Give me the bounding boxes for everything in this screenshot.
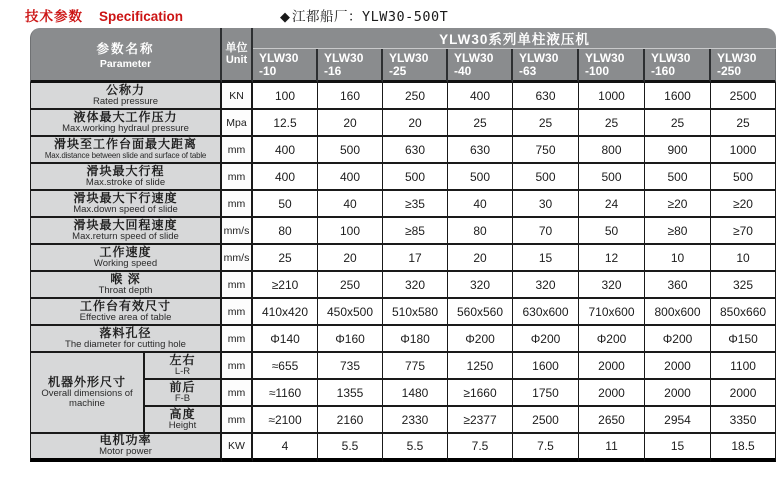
- unit-cell: mm: [222, 137, 253, 164]
- value-cell: 20: [383, 110, 448, 137]
- table-row: [30, 137, 776, 164]
- value-cell: Φ200: [579, 326, 645, 353]
- value-cell: 500: [448, 164, 513, 191]
- value-cell: 500: [579, 164, 645, 191]
- value-cell: 1250: [448, 353, 513, 380]
- value-cell: 2650: [579, 407, 645, 434]
- table-row: [30, 164, 776, 191]
- value-cell: 630: [383, 137, 448, 164]
- value-cell: 100: [253, 83, 318, 110]
- value-cell: 20: [318, 245, 383, 272]
- unit-cell: mm: [222, 380, 253, 407]
- model-header-cell: [711, 49, 776, 83]
- spec-table-header: [30, 28, 776, 83]
- value-cell: ≥80: [645, 218, 711, 245]
- table-row: [30, 245, 776, 272]
- value-cell: 2954: [645, 407, 711, 434]
- value-cell: 80: [253, 218, 318, 245]
- value-cell: 20: [318, 110, 383, 137]
- value-cell: 2000: [645, 380, 711, 407]
- value-cell: ≥35: [383, 191, 448, 218]
- value-cell: 2000: [645, 353, 711, 380]
- param-header-en: Parameter: [99, 57, 152, 70]
- unit-cell: mm: [222, 191, 253, 218]
- value-cell: 320: [513, 272, 579, 299]
- value-cell: ≥2377: [448, 407, 513, 434]
- unit-cell: KW: [222, 434, 253, 462]
- value-cell: 50: [253, 191, 318, 218]
- param-cell: [30, 326, 222, 353]
- value-cell: ≈2100: [253, 407, 318, 434]
- value-cell: 25: [579, 110, 645, 137]
- value-cell: 10: [645, 245, 711, 272]
- model-name-line2: -100: [585, 63, 610, 78]
- value-cell: 400: [253, 164, 318, 191]
- value-cell: 320: [448, 272, 513, 299]
- table-row: [30, 434, 776, 462]
- param-cell-zh: 工作台有效尺寸: [80, 299, 172, 313]
- sub-param-cell: [144, 407, 222, 434]
- value-cell: Φ180: [383, 326, 448, 353]
- unit-cell: mm: [222, 407, 253, 434]
- table-row: [30, 110, 776, 137]
- value-cell: 30: [513, 191, 579, 218]
- page-title-zh: 技术参数: [25, 9, 83, 24]
- group-param-cell-zh: 机器外形尺寸: [47, 374, 126, 389]
- model-header-cell: [579, 49, 645, 83]
- param-cell-en: Working speed: [93, 257, 158, 269]
- value-cell: 500: [318, 137, 383, 164]
- value-cell: 15: [645, 434, 711, 462]
- model-name-line2: -160: [651, 63, 676, 78]
- value-cell: 50: [579, 218, 645, 245]
- sub-param-cell-en: Height: [168, 419, 197, 431]
- model-name-line1: YLW30: [717, 50, 757, 65]
- param-cell: [30, 164, 222, 191]
- model-name-line1: YLW30: [389, 50, 429, 65]
- value-cell: 510x580: [383, 299, 448, 326]
- value-cell: 1000: [579, 83, 645, 110]
- unit-cell: mm/s: [222, 245, 253, 272]
- value-cell: 18.5: [711, 434, 776, 462]
- value-cell: 850x660: [711, 299, 776, 326]
- value-cell: ≥20: [711, 191, 776, 218]
- value-cell: ≥1660: [448, 380, 513, 407]
- value-cell: 560x560: [448, 299, 513, 326]
- value-cell: 10: [711, 245, 776, 272]
- value-cell: Φ140: [253, 326, 318, 353]
- value-cell: 7.5: [513, 434, 579, 462]
- value-cell: 2500: [711, 83, 776, 110]
- value-cell: 400: [318, 164, 383, 191]
- value-cell: 160: [318, 83, 383, 110]
- param-cell-en: The diameter for cutting hole: [65, 338, 186, 350]
- value-cell: 500: [711, 164, 776, 191]
- model-header-cell: [448, 49, 513, 83]
- param-header-zh: 参数名称: [96, 41, 155, 56]
- model-header-cell: [645, 49, 711, 83]
- value-cell: Φ150: [711, 326, 776, 353]
- value-cell: 750: [513, 137, 579, 164]
- value-cell: 5.5: [383, 434, 448, 462]
- value-cell: 735: [318, 353, 383, 380]
- value-cell: 40: [448, 191, 513, 218]
- param-cell-zh: 液体最大工作压力: [73, 110, 178, 124]
- value-cell: 11: [579, 434, 645, 462]
- param-cell: [30, 191, 222, 218]
- unit-cell: mm: [222, 164, 253, 191]
- unit-header-en: Unit: [225, 54, 248, 66]
- param-cell: [30, 218, 222, 245]
- value-cell: 24: [579, 191, 645, 218]
- value-cell: 7.5: [448, 434, 513, 462]
- value-cell: 5.5: [318, 434, 383, 462]
- value-cell: ≈655: [253, 353, 318, 380]
- value-cell: 500: [383, 164, 448, 191]
- value-cell: ≥70: [711, 218, 776, 245]
- param-cell-en: Max.down speed of slide: [73, 203, 178, 215]
- value-cell: 320: [579, 272, 645, 299]
- page-header: [0, 0, 780, 26]
- unit-header-cell: [222, 28, 253, 83]
- param-cell: [30, 434, 222, 462]
- value-cell: ≥85: [383, 218, 448, 245]
- value-cell: 4: [253, 434, 318, 462]
- value-cell: ≥210: [253, 272, 318, 299]
- table-row: [30, 353, 776, 380]
- value-cell: 800x600: [645, 299, 711, 326]
- factory-subtitle-text: 江都船厂：YLW30-500T: [292, 9, 449, 25]
- value-cell: Φ200: [513, 326, 579, 353]
- value-cell: 12.5: [253, 110, 318, 137]
- diamond-icon: ◆: [280, 9, 291, 24]
- param-header-cell: [30, 28, 222, 83]
- value-cell: 400: [448, 83, 513, 110]
- param-cell-zh: 喉 深: [110, 272, 141, 286]
- value-cell: 630: [513, 83, 579, 110]
- table-row: [30, 326, 776, 353]
- value-cell: 630x600: [513, 299, 579, 326]
- value-cell: 800: [579, 137, 645, 164]
- value-cell: 2160: [318, 407, 383, 434]
- model-name-line2: -16: [324, 63, 342, 78]
- value-cell: 1100: [711, 353, 776, 380]
- value-cell: Φ200: [645, 326, 711, 353]
- table-row: [30, 272, 776, 299]
- sub-param-cell: [144, 380, 222, 407]
- model-name-line2: -250: [717, 63, 742, 78]
- param-cell: [30, 137, 222, 164]
- param-cell-en: Motor power: [99, 446, 152, 457]
- param-cell: [30, 245, 222, 272]
- sub-param-cell-en: F-B: [174, 392, 191, 404]
- param-cell-en: Max.distance between slide and surface of table: [44, 150, 207, 160]
- value-cell: 400: [253, 137, 318, 164]
- unit-cell: Mpa: [222, 110, 253, 137]
- value-cell: 360: [645, 272, 711, 299]
- value-cell: 1600: [513, 353, 579, 380]
- value-cell: 320: [383, 272, 448, 299]
- param-cell-en: Max.stroke of slide: [85, 176, 166, 188]
- value-cell: Φ200: [448, 326, 513, 353]
- sub-param-cell-zh: 前后: [169, 380, 196, 394]
- model-name-line1: YLW30: [651, 50, 691, 65]
- param-cell-en: Throat depth: [98, 284, 153, 296]
- param-cell-en: Rated pressure: [93, 95, 158, 107]
- spec-table: [30, 28, 776, 462]
- param-cell: [30, 83, 222, 110]
- model-name-line1: YLW30: [585, 50, 625, 65]
- model-header-cell: [513, 49, 579, 83]
- table-row: [30, 218, 776, 245]
- value-cell: 2000: [579, 380, 645, 407]
- value-cell: 450x500: [318, 299, 383, 326]
- value-cell: 17: [383, 245, 448, 272]
- param-cell: [30, 272, 222, 299]
- model-name-line1: YLW30: [259, 50, 299, 65]
- value-cell: ≥20: [645, 191, 711, 218]
- model-header-cell: [383, 49, 448, 83]
- value-cell: 250: [318, 272, 383, 299]
- page-title-en: Specification: [99, 9, 184, 24]
- value-cell: 40: [318, 191, 383, 218]
- value-cell: 100: [318, 218, 383, 245]
- param-cell-zh: 滑块至工作台面最大距离: [54, 137, 198, 151]
- value-cell: 2000: [711, 380, 776, 407]
- unit-cell: mm: [222, 326, 253, 353]
- value-cell: 70: [513, 218, 579, 245]
- value-cell: Φ160: [318, 326, 383, 353]
- model-name-line1: YLW30: [519, 50, 559, 65]
- value-cell: 1480: [383, 380, 448, 407]
- value-cell: 25: [253, 245, 318, 272]
- model-name-line2: -25: [389, 63, 407, 78]
- value-cell: 12: [579, 245, 645, 272]
- value-cell: 500: [645, 164, 711, 191]
- factory-subtitle: [280, 5, 448, 25]
- value-cell: 250: [383, 83, 448, 110]
- param-cell: [30, 110, 222, 137]
- param-cell-zh: 滑块最大回程速度: [73, 218, 178, 232]
- value-cell: 3350: [711, 407, 776, 434]
- value-cell: 1600: [645, 83, 711, 110]
- value-cell: 2000: [579, 353, 645, 380]
- series-title-cell: YLW30系列单柱液压机: [253, 28, 776, 49]
- value-cell: 25: [711, 110, 776, 137]
- value-cell: 900: [645, 137, 711, 164]
- value-cell: 325: [711, 272, 776, 299]
- param-cell-zh: 电机功率: [99, 434, 152, 447]
- value-cell: 1355: [318, 380, 383, 407]
- model-header-cell: [253, 49, 318, 83]
- value-cell: 25: [513, 110, 579, 137]
- model-name-line2: -10: [259, 63, 277, 78]
- param-cell-zh: 工作速度: [99, 245, 152, 259]
- param-cell-zh: 落料孔径: [99, 326, 152, 340]
- value-cell: 15: [513, 245, 579, 272]
- table-row: [30, 191, 776, 218]
- group-param-cell-en: Overall dimensions of machine: [41, 387, 133, 409]
- unit-cell: mm/s: [222, 218, 253, 245]
- unit-cell: KN: [222, 83, 253, 110]
- value-cell: 500: [513, 164, 579, 191]
- model-name-line1: YLW30: [454, 50, 494, 65]
- sub-param-cell-zh: 高度: [169, 407, 196, 421]
- value-cell: 1000: [711, 137, 776, 164]
- unit-cell: mm: [222, 299, 253, 326]
- model-name-line1: YLW30: [324, 50, 364, 65]
- param-cell-en: Effective area of table: [79, 311, 172, 323]
- param-cell-en: Max.working hydraul pressure: [62, 122, 189, 134]
- spec-table-body: [30, 83, 776, 462]
- sub-param-cell-zh: 左右: [169, 353, 196, 367]
- group-param-cell: [30, 353, 144, 434]
- model-name-line2: -40: [454, 63, 472, 78]
- model-header-cell: [318, 49, 383, 83]
- value-cell: 1750: [513, 380, 579, 407]
- value-cell: 2330: [383, 407, 448, 434]
- value-cell: ≈1160: [253, 380, 318, 407]
- value-cell: 710x600: [579, 299, 645, 326]
- param-cell-en: Max.return speed of slide: [72, 230, 179, 242]
- value-cell: 410x420: [253, 299, 318, 326]
- sub-param-cell-en: L-R: [174, 365, 191, 377]
- param-cell-zh: 滑块最大下行速度: [73, 191, 178, 205]
- value-cell: 25: [645, 110, 711, 137]
- sub-param-cell: [144, 353, 222, 380]
- model-name-line2: -63: [519, 63, 537, 78]
- value-cell: 2500: [513, 407, 579, 434]
- param-cell-zh: 公称力: [106, 83, 146, 97]
- unit-cell: mm: [222, 353, 253, 380]
- value-cell: 775: [383, 353, 448, 380]
- param-cell: [30, 299, 222, 326]
- value-cell: 25: [448, 110, 513, 137]
- param-cell-zh: 滑块最大行程: [86, 164, 165, 178]
- table-row: [30, 299, 776, 326]
- unit-header-zh: 单位: [225, 42, 248, 54]
- value-cell: 20: [448, 245, 513, 272]
- unit-cell: mm: [222, 272, 253, 299]
- table-row: [30, 83, 776, 110]
- value-cell: 80: [448, 218, 513, 245]
- value-cell: 630: [448, 137, 513, 164]
